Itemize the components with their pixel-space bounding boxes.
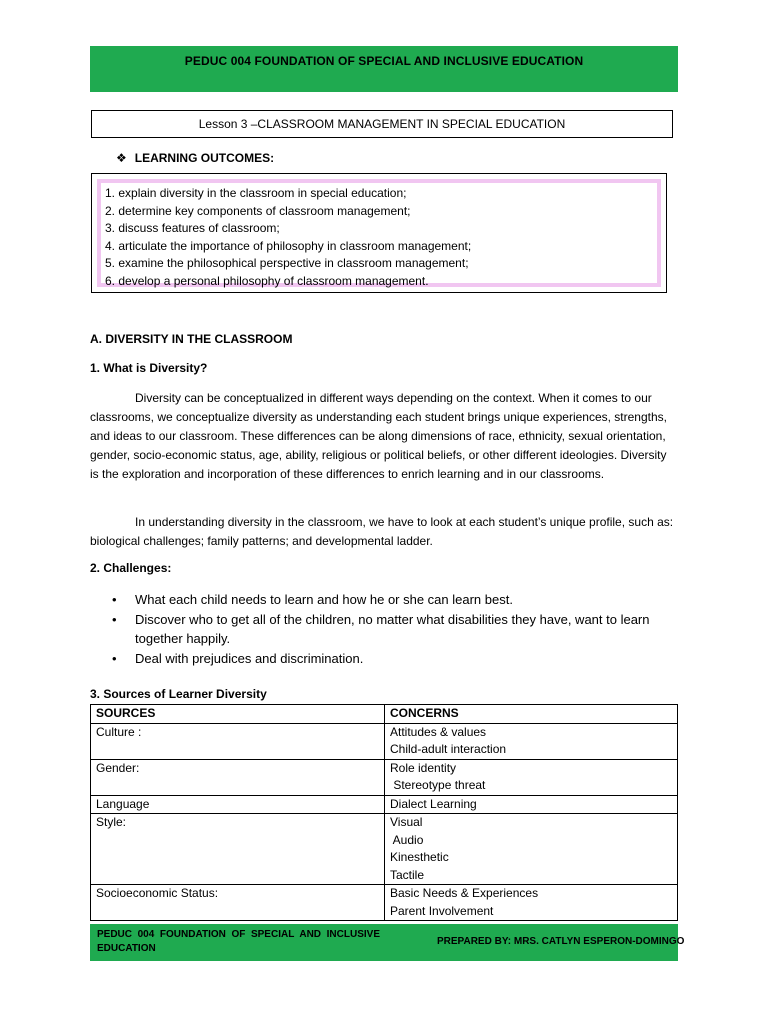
list-item xyxy=(112,590,672,610)
paragraph-text: Diversity can be conceptualized in different ways depending on the context. When it comes to our classrooms, we conceptualize diversity as understanding each student brings unique experiences, strengths, and ideas to our classroom. These differences can be along dimensions of race, ethnicity, sexual orientation, gender, socio-economic status, age, ability, religious or political beliefs, or other different ideologies. Diversity is the exploration and incorporation of these differences to enrich learning and in our classrooms. xyxy=(90,391,667,481)
table-header: SOURCES xyxy=(91,705,385,724)
concern-item: Audio xyxy=(390,832,424,847)
table-cell xyxy=(385,759,678,795)
concern-item: Role identity xyxy=(390,760,457,775)
table-row xyxy=(91,795,678,814)
concern-item: Attitudes & values xyxy=(390,724,487,739)
table-cell: Gender: xyxy=(91,759,385,795)
table-header: CONCERNS xyxy=(385,705,678,724)
concern-item: Dialect Learning xyxy=(390,796,477,811)
outcome-item: 3. discuss features of classroom; xyxy=(105,221,280,235)
concern-item: Parent Involvement xyxy=(390,903,494,918)
concern-item: Tactile xyxy=(390,867,425,882)
bullet-icon: • xyxy=(112,611,117,627)
table-cell: Style: xyxy=(91,814,385,885)
table-cell: Culture : xyxy=(91,723,385,759)
footer-prepared-by: PREPARED BY: MRS. CATLYN ESPERON-DOMINGO xyxy=(437,936,685,947)
paragraph-text: In understanding diversity in the classroom, we have to look at each student’s unique profile, such as: biological challenges; family patterns; and developmental ladder. xyxy=(90,515,674,548)
table-cell xyxy=(385,885,678,921)
table-row xyxy=(91,885,678,921)
header-bar xyxy=(90,46,678,92)
concern-item: Child-adult interaction xyxy=(390,742,507,756)
sources-table xyxy=(90,704,678,921)
outcome-item: 6. develop a personal philosophy of classroom management. xyxy=(105,273,429,288)
list-item xyxy=(112,610,672,649)
learning-outcomes-label: LEARNING OUTCOMES: xyxy=(134,151,275,165)
challenges-heading: 2. Challenges: xyxy=(90,561,172,575)
table-row xyxy=(91,814,678,885)
diversity-paragraph-1 xyxy=(90,389,678,484)
diversity-paragraph-2 xyxy=(90,513,678,551)
concern-item: Visual xyxy=(390,815,423,829)
footer-course-title: PEDUC 004 FOUNDATION OF SPECIAL AND INCLUSIVE EDUCATION xyxy=(97,929,380,954)
outcome-item: 4. articulate the importance of philosophy in classroom management; xyxy=(105,238,472,253)
table-row xyxy=(91,759,678,795)
list-item-text: What each child needs to learn and how he or she can learn best. xyxy=(135,592,513,607)
what-is-diversity-heading: 1. What is Diversity? xyxy=(90,361,208,375)
table-header-row xyxy=(91,705,678,724)
challenges-list xyxy=(112,590,672,669)
concern-item: Stereotype threat xyxy=(390,778,486,792)
outcome-item: 1. explain diversity in the classroom in special education; xyxy=(105,186,407,200)
lesson-title: Lesson 3 –CLASSROOM MANAGEMENT IN SPECIAL EDUCATION xyxy=(198,117,566,131)
diamond-bullet-icon: ❖ xyxy=(116,151,127,165)
table-cell xyxy=(385,814,678,885)
table-cell: Socioeconomic Status: xyxy=(91,885,385,921)
table-cell: Language xyxy=(91,795,385,814)
table-cell xyxy=(385,795,678,814)
course-title: PEDUC 004 FOUNDATION OF SPECIAL AND INCLUSIVE EDUCATION xyxy=(184,54,584,68)
bullet-icon: • xyxy=(112,592,117,607)
list-item-text: Discover who to get all of the children, no matter what disabilities they have, want to learn together happily. xyxy=(135,611,650,647)
learning-outcomes-box xyxy=(91,173,667,293)
sources-heading: 3. Sources of Learner Diversity xyxy=(90,687,267,701)
outcome-item: 5. examine the philosophical perspective in classroom management; xyxy=(105,256,469,270)
list-item-text: Deal with prejudices and discrimination. xyxy=(135,651,364,667)
learning-outcomes-heading xyxy=(116,151,274,165)
bullet-icon: • xyxy=(112,651,117,667)
table-row xyxy=(91,723,678,759)
learning-outcomes-list xyxy=(97,179,661,287)
outcome-item: 2. determine key components of classroom management; xyxy=(105,203,411,218)
lesson-title-box xyxy=(91,110,673,138)
list-item xyxy=(112,649,672,669)
concern-item: Basic Needs & Experiences xyxy=(390,886,539,900)
section-a-heading: A. DIVERSITY IN THE CLASSROOM xyxy=(90,332,293,346)
table-cell xyxy=(385,723,678,759)
concern-item: Kinesthetic xyxy=(390,850,449,864)
